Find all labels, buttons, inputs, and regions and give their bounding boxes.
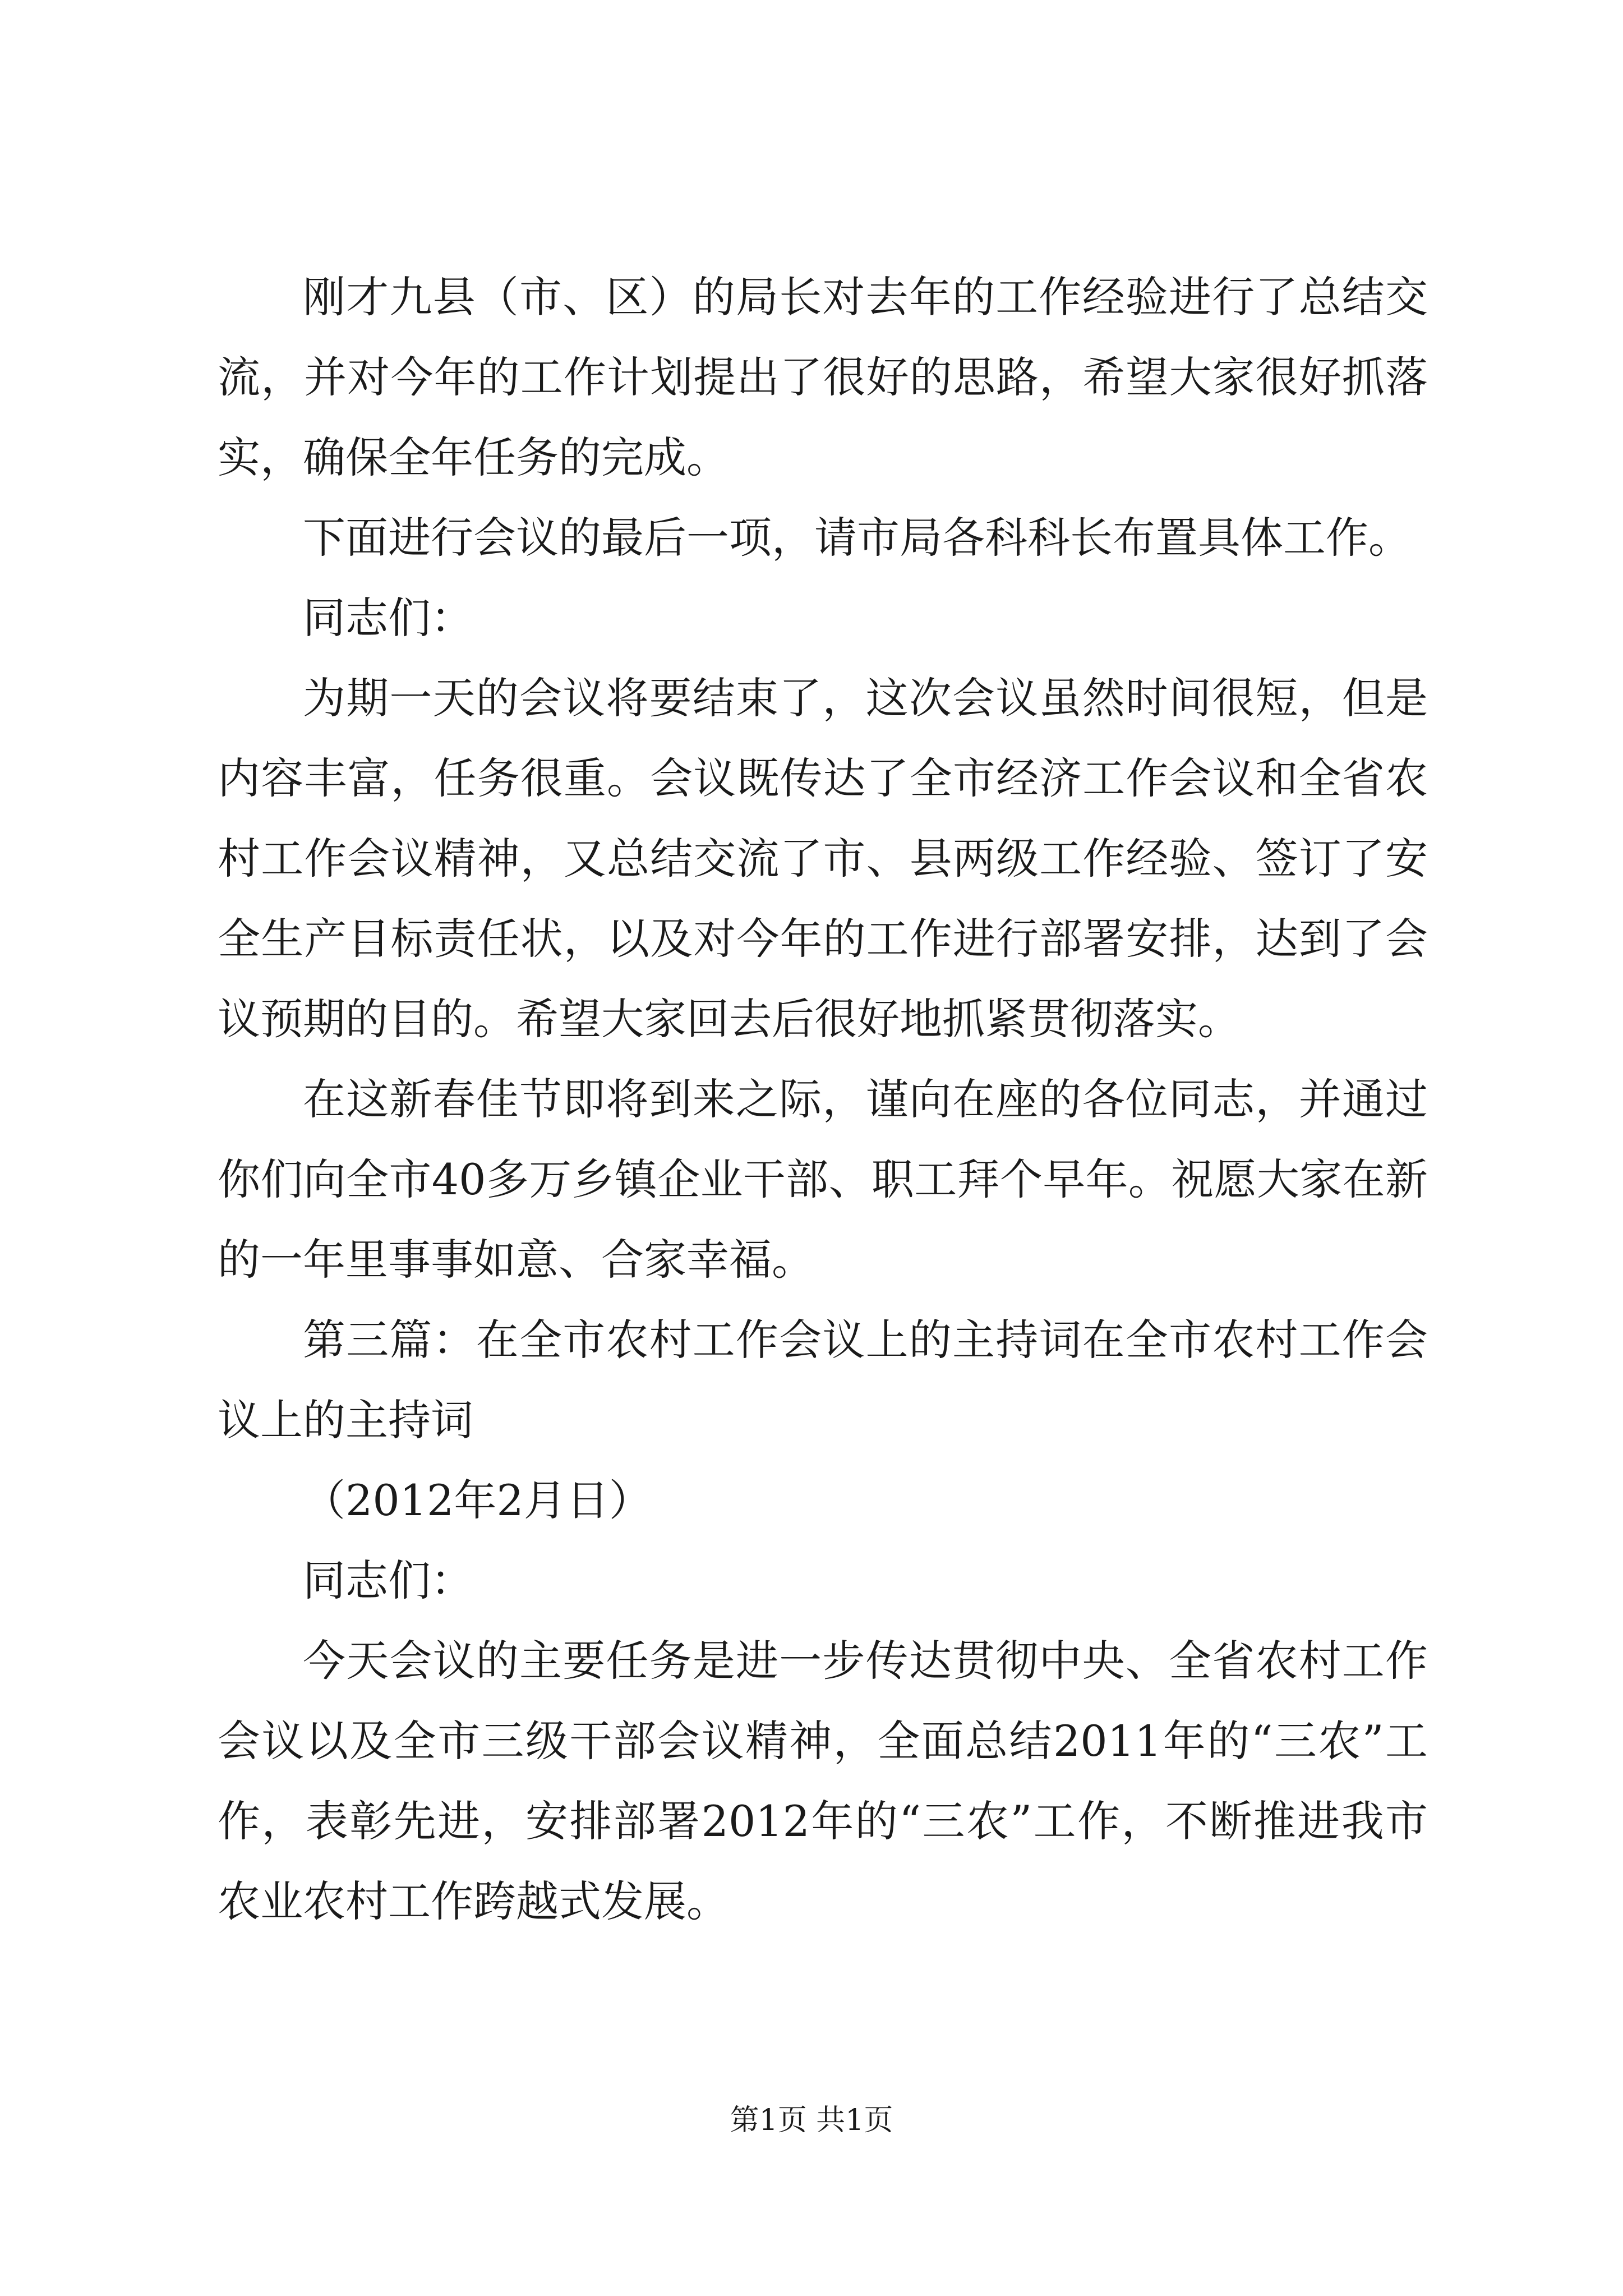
document-body <box>218 257 1428 1941</box>
paragraph-8: 同志们： <box>303 1556 473 1605</box>
paragraph-2: 下面进行会议的最后一项，请市局各科科长布置具体工作。 <box>303 513 1411 563</box>
paragraph-9: 今天会议的主要任务是进一步传达贯彻中央、全省农村工作会议以及全市三级干部会议精神，全面总结2011年的“三农”工作，表彰先进，安排部署2012年的“三农”工作，不断推进我市农业农村工作跨越式发展。 <box>218 1636 1428 1926</box>
paragraph-5: 在这新春佳节即将到来之际，谨向在座的各位同志，并通过你们向全市40多万乡镇企业干部、职工拜个早年。祝愿大家在新的一年里事事如意、合家幸福。 <box>218 1074 1428 1285</box>
paragraph-7: （2012年2月日） <box>303 1475 652 1525</box>
paragraph-6: 第三篇：在全市农村工作会议上的主持词在全市农村工作会议上的主持词 <box>218 1315 1428 1445</box>
paragraph-4: 为期一天的会议将要结束了，这次会议虽然时间很短，但是内容丰富，任务很重。会议既传达了全市经济工作会议和全省农村工作会议精神，又总结交流了市、县两级工作经验、签订了安全生产目标责任状，以及对今年的工作进行部署安排，达到了会议预期的目的。希望大家回去后很好地抓紧贯彻落实。 <box>218 673 1428 1044</box>
paragraph-3: 同志们： <box>303 593 473 643</box>
page-footer: 第1页 共1页 <box>730 2104 893 2137</box>
paragraph-1: 刚才九县（市、区）的局长对去年的工作经验进行了总结交流，并对今年的工作计划提出了很好的思路，希望大家很好抓落实，确保全年任务的完成。 <box>218 272 1428 482</box>
